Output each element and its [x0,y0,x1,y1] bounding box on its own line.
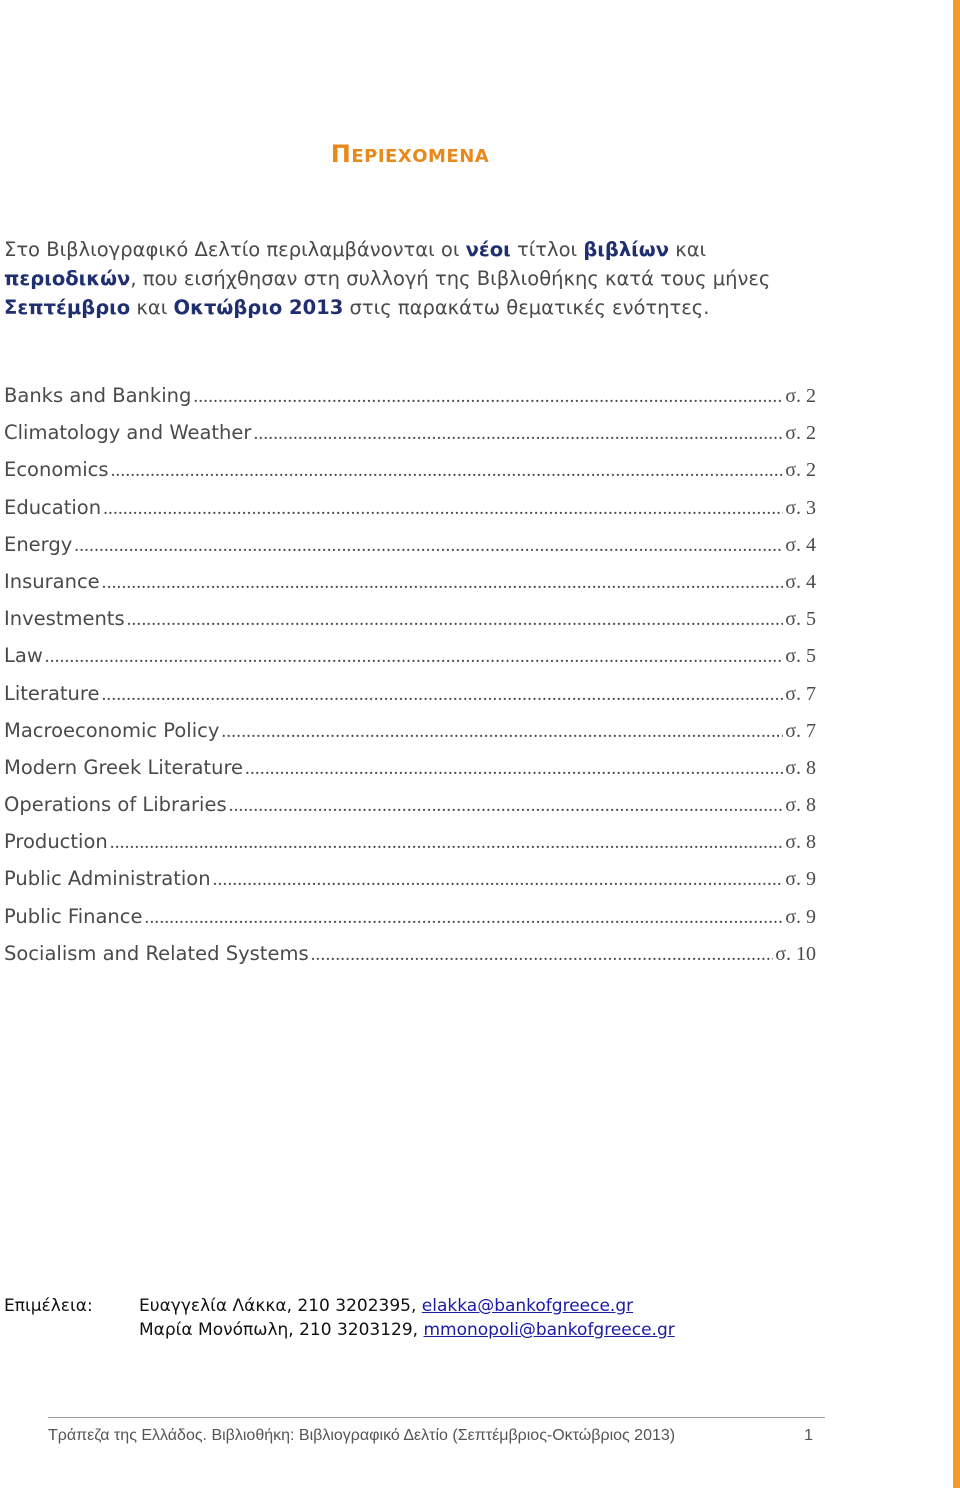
toc-entry[interactable] [4,607,816,644]
toc-leader-dots [111,460,784,482]
intro-bold: Οκτώβριο 2013 [173,296,344,319]
toc-leader-dots [101,684,783,706]
toc-entry[interactable] [4,644,816,681]
toc-leader-dots [103,498,783,520]
toc-entry-label: Public Administration [4,867,211,891]
toc-entry-label: Production [4,830,108,854]
intro-text: Στο Βιβλιογραφικό Δελτίο περιλαμβάνονται οι [4,238,466,261]
title-rest: ΕΡΙΕΧΟΜΕΝΑ [351,146,490,167]
editor-line [139,1318,675,1342]
toc-entry-page: σ. 10 [775,942,816,965]
toc-entry-page: σ. 8 [785,831,816,854]
toc-entry-label: Modern Greek Literature [4,755,244,779]
toc-entry-label: Literature [4,681,100,705]
toc-entry-page: σ. 2 [785,385,816,407]
toc-leader-dots [45,646,783,668]
toc-entry-page: σ. 4 [785,533,816,556]
toc-entry-page: σ. 2 [785,459,816,482]
toc-entry-label: Operations of Libraries [4,793,227,817]
toc-leader-dots [127,609,784,631]
toc-entry-page: σ. 9 [785,868,816,891]
toc-leader-dots [145,907,784,929]
intro-bold: Σεπτέμβριο [4,296,131,319]
toc-leader-dots [229,795,784,817]
toc-entry-page: σ. 8 [785,794,816,817]
toc-entry[interactable] [4,719,816,756]
toc-leader-dots [245,758,783,780]
toc-leader-dots [253,423,783,445]
toc-leader-dots [74,535,783,557]
intro-bold: βιβλίων [583,238,669,261]
page-footer [48,1417,825,1445]
toc-entry-page: σ. 8 [785,756,816,779]
toc-entry-label: Banks and Banking [4,384,192,407]
toc-entry-page: σ. 2 [785,422,816,445]
toc-leader-dots [102,572,784,594]
toc-entry-label: Socialism and Related Systems [4,941,309,965]
toc-entry-label: Education [4,495,102,519]
toc-leader-dots [221,721,783,743]
toc-entry[interactable] [4,570,816,607]
toc-entry[interactable] [4,867,816,904]
toc-entry[interactable] [4,458,816,495]
intro-bold: περιοδικών [4,267,131,290]
toc-entry-label: Macroeconomic Policy [4,718,220,742]
table-of-contents [4,384,816,979]
editor-email-link[interactable]: elakka@bankofgreece.gr [421,1296,634,1316]
toc-entry[interactable] [4,830,816,867]
toc-leader-dots [213,869,784,891]
toc-entry-page: σ. 9 [785,905,816,928]
toc-leader-dots [311,944,774,966]
intro-text: και [130,296,174,319]
toc-entry[interactable] [4,496,816,533]
toc-entry[interactable] [4,793,816,830]
intro-text: τίτλοι [510,238,584,261]
toc-entry-page: σ. 7 [785,719,816,742]
intro-paragraph [4,235,820,322]
intro-text: στις παρακάτω θεματικές ενότητες. [343,296,710,319]
toc-entry-label: Investments [4,607,125,631]
page-title [0,140,820,168]
toc-entry-page: σ. 4 [785,570,816,593]
toc-entry-label: Law [4,644,43,668]
toc-entry[interactable] [4,756,816,793]
toc-entry[interactable] [4,533,816,570]
toc-entry-page: σ. 5 [785,608,816,631]
toc-entry[interactable] [4,905,816,942]
toc-entry-label: Insurance [4,569,100,593]
toc-entry[interactable] [4,942,816,979]
toc-entry-label: Climatology and Weather [4,421,252,445]
intro-bold: νέοι [465,238,511,261]
editors-label: Επιμέλεια: [4,1296,93,1316]
editor-line [139,1294,675,1318]
toc-leader-dots [193,386,783,408]
intro-text: και [669,238,707,261]
footer-page-number: 1 [804,1427,813,1444]
toc-entry[interactable] [4,421,816,458]
toc-entry[interactable] [4,384,816,421]
intro-text: , που εισήχθησαν στη συλλογή της Βιβλιοθήκης κατά τους μήνες [130,267,771,290]
orange-edge-bar [953,0,960,1488]
editor-info: Ευαγγελία Λάκκα, 210 3202395, [139,1296,422,1316]
toc-entry-page: σ. 5 [785,645,816,668]
editors-list [139,1294,675,1342]
editor-email-link[interactable]: mmonopoli@bankofgreece.gr [423,1320,675,1340]
toc-entry[interactable] [4,682,816,719]
toc-entry-label: Public Finance [4,904,143,928]
toc-entry-page: σ. 7 [785,682,816,705]
title-initial: Π [330,140,352,168]
editor-info: Μαρία Μονόπωλη, 210 3203129, [139,1320,424,1340]
toc-entry-label: Energy [4,532,73,556]
footer-text: Τράπεζα της Ελλάδος. Βιβλιοθήκη: Βιβλιογραφικό Δελτίο (Σεπτέμβριος-Οκτώβριος 2013) [48,1427,676,1444]
toc-entry-page: σ. 3 [785,496,816,519]
toc-leader-dots [110,832,783,854]
toc-entry-label: Economics [4,458,109,482]
